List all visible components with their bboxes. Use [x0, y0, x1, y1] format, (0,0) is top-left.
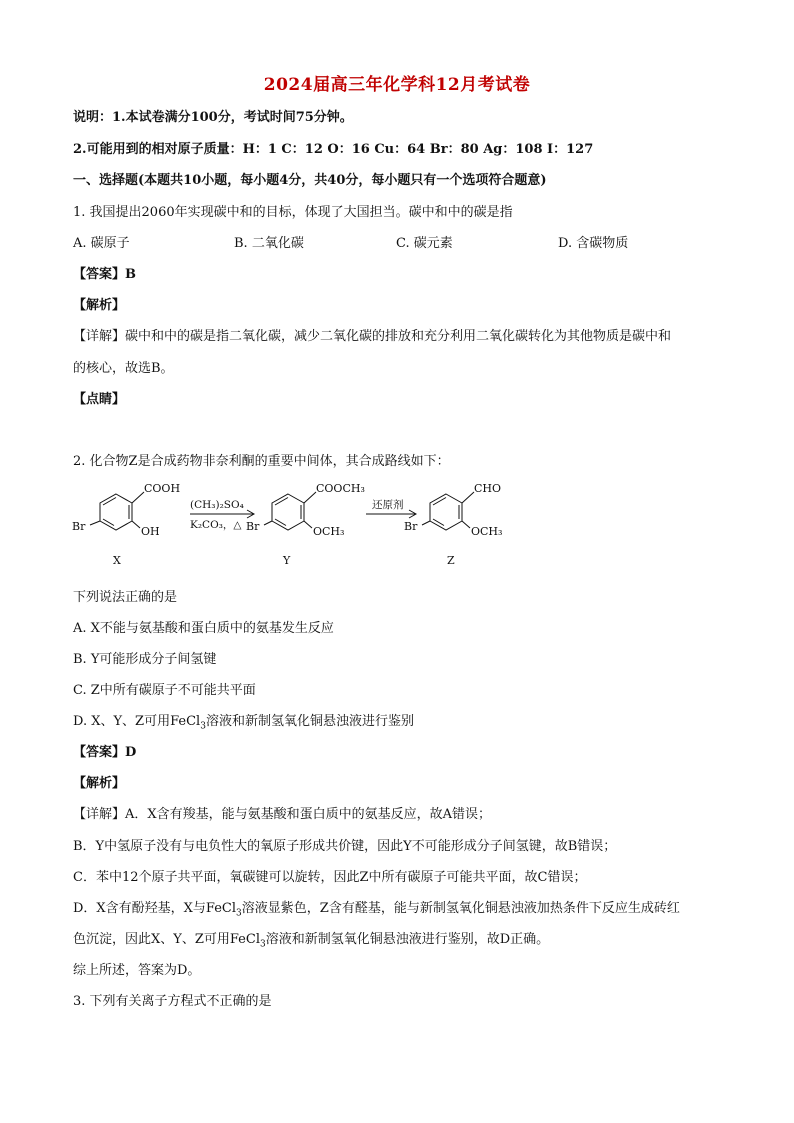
- q1-option-a: A. 碳原子: [73, 236, 130, 251]
- q2-detail-d2-sub: 3: [259, 939, 266, 950]
- q2-detail-b: B．Y中氢原子没有与电负性大的氧原子形成共价键，因此Y不可能形成分子间氢键，故B错误；: [73, 839, 617, 854]
- x-cooh-label: COOH: [144, 482, 181, 495]
- q2-detail-c: C．苯中12个原子共平面，氧碳键可以旋转，因此Z中所有碳原子可能共平面，故C错误；: [73, 870, 587, 885]
- q1-detail-2: 的核心，故选B。: [73, 361, 174, 376]
- q2-option-d: [73, 714, 414, 735]
- q2-detail-d1-pre: D．X含有酚羟基，X与FeCl: [73, 901, 237, 916]
- q2-detail-a: 【详解】A．X含有羧基，能与氨基酸和蛋白质中的氨基反应，故A错误；: [73, 807, 492, 822]
- instructions-line-1: 说明：1.本试卷满分100分，考试时间75分钟。: [73, 110, 353, 125]
- reagent-1-top: (CH₃)₂SO₄: [190, 499, 244, 511]
- q1-option-b: B. 二氧化碳: [234, 236, 304, 251]
- q2-ask: 下列说法正确的是: [73, 590, 178, 605]
- q1-option-c: C. 碳元素: [396, 236, 453, 251]
- synthesis-scheme: [70, 478, 530, 574]
- q2-option-d-post: 溶液和新制氢氧化铜悬浊液进行鉴别: [205, 714, 414, 729]
- y-ester-label: COOCH₃: [316, 482, 365, 495]
- reagent-1-bottom: K₂CO₃，△: [190, 519, 242, 531]
- q2-detail-d2-post: 溶液和新制氢氧化铜悬浊液进行鉴别，故D正确。: [265, 932, 550, 947]
- q2-detail-d1-sub: 3: [236, 908, 242, 919]
- z-benzene-ring: [430, 494, 462, 530]
- q2-option-b: B. Y可能形成分子间氢键: [73, 652, 217, 667]
- x-benzene-ring: [100, 494, 132, 530]
- q1-option-d: D. 含碳物质: [558, 236, 629, 251]
- x-oh-label: OH: [141, 525, 160, 538]
- q2-option-c: C. Z中所有碳原子不可能共平面: [73, 683, 256, 698]
- q3-stem: 3. 下列有关离子方程式不正确的是: [73, 994, 272, 1009]
- q2-option-a: A. X不能与氨基酸和蛋白质中的氨基发生反应: [73, 621, 334, 636]
- y-br-label: Br: [246, 520, 260, 533]
- z-ome-label: OCH₃: [471, 525, 503, 538]
- y-compound-label: Y: [283, 554, 291, 567]
- q1-detail-1: 【详解】碳中和中的碳是指二氧化碳，减少二氧化碳的排放和充分利用二氧化碳转化为其他物质是碳中和: [73, 329, 672, 344]
- y-benzene-ring: [272, 494, 304, 530]
- q2-stem: 2. 化合物Z是合成药物非奈利酮的重要中间体，其合成路线如下：: [73, 454, 450, 469]
- instructions-line-2: 2.可能用到的相对原子质量：H：1 C：12 O：16 Cu：64 Br：80 Ag：108 I：127: [73, 142, 594, 157]
- q2-detail-d1-post: 溶液显紫色，Z含有醛基，能与新制氢氧化铜悬浊液加热条件下反应生成砖红: [241, 901, 680, 916]
- q1-comment: 【点睛】: [73, 392, 126, 407]
- q1-answer: 【答案】B: [73, 267, 136, 282]
- q1-analysis: 【解析】: [73, 298, 126, 313]
- q2-detail-d-2: [73, 932, 549, 953]
- z-br-label: Br: [404, 520, 418, 533]
- q1-stem: 1. 我国提出2060年实现碳中和的目标，体现了大国担当。碳中和中的碳是指: [73, 205, 513, 220]
- q2-option-d-pre: D. X、Y、Z可用FeCl: [73, 714, 201, 729]
- x-br-label: Br: [72, 520, 86, 533]
- q2-answer: 【答案】D: [73, 745, 137, 760]
- q2-option-d-sub: 3: [200, 721, 206, 732]
- reagent-2: 还原剂: [372, 499, 404, 511]
- q2-detail-d2-pre: 色沉淀，因此X、Y、Z可用FeCl: [73, 932, 260, 947]
- q2-summary: 综上所述，答案为D。: [73, 963, 201, 978]
- x-compound-label: X: [113, 554, 121, 567]
- exam-title: 2024届高三年化学科12月考试卷: [263, 75, 531, 95]
- q2-detail-d-1: [73, 901, 680, 922]
- z-cho-label: CHO: [474, 482, 502, 495]
- y-ome-label: OCH₃: [313, 525, 345, 538]
- q2-analysis: 【解析】: [73, 776, 126, 791]
- z-compound-label: Z: [447, 554, 455, 567]
- section-heading: 一、选择题(本题共10小题，每小题4分，共40分，每小题只有一个选项符合题意): [73, 173, 547, 188]
